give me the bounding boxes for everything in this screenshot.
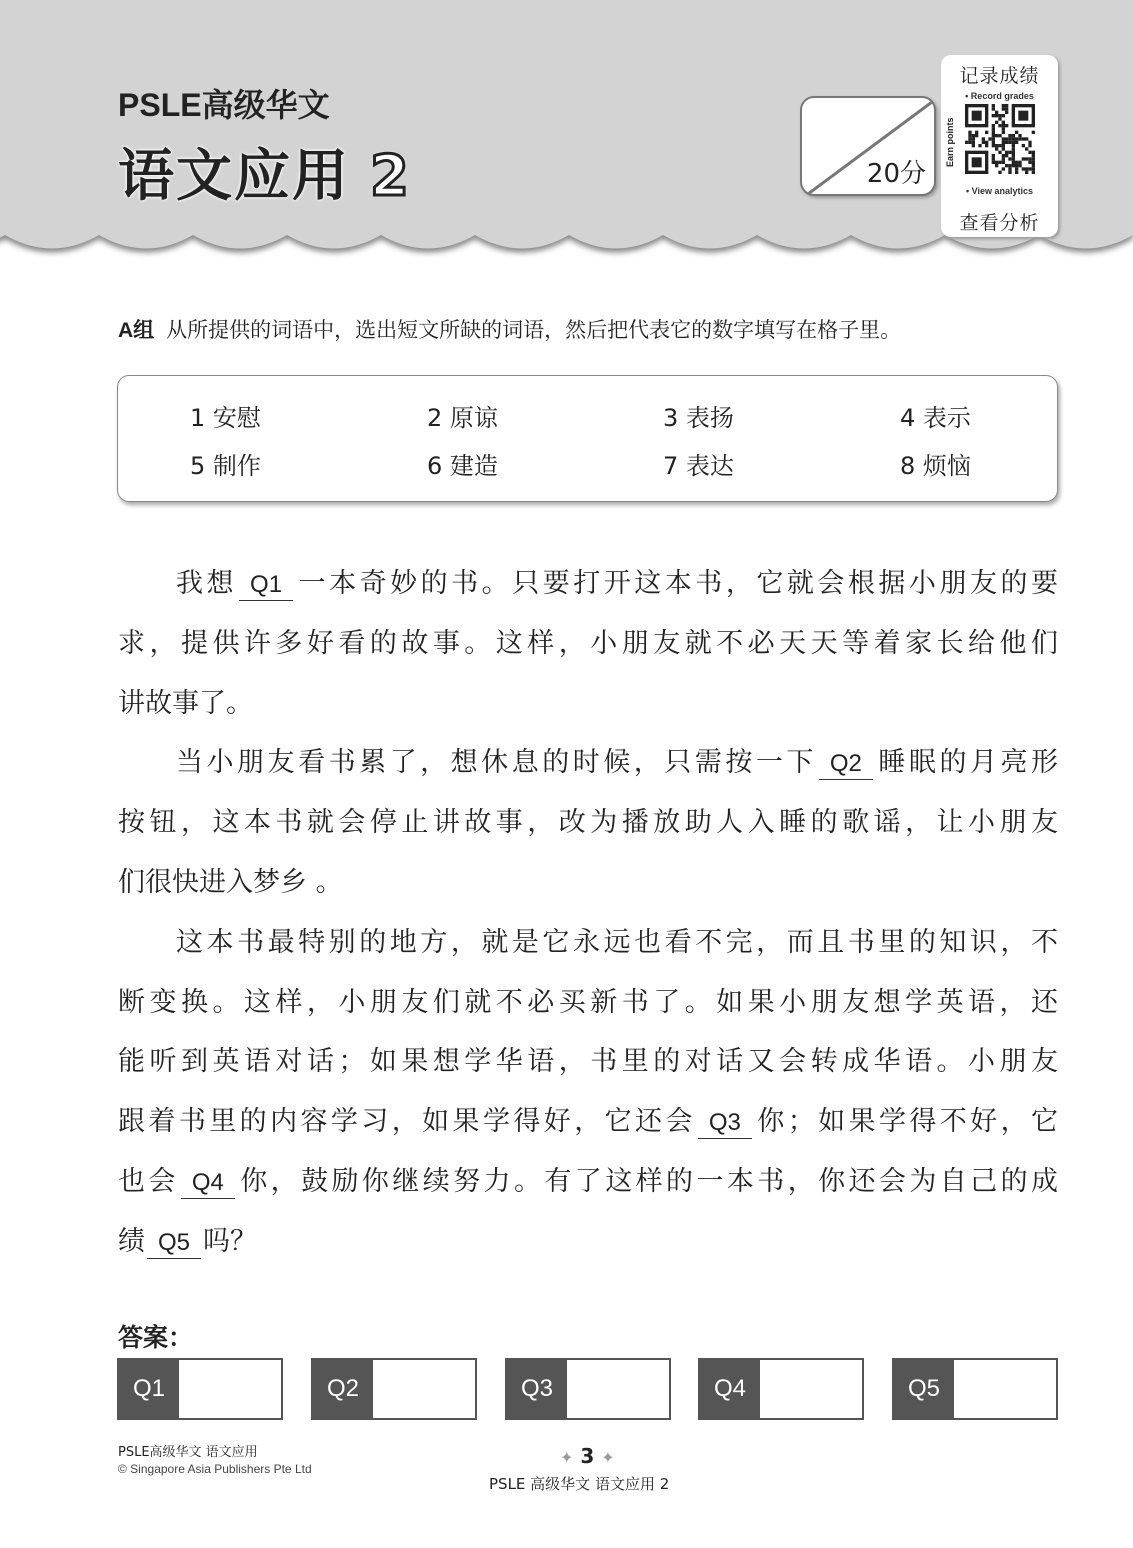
answer-box[interactable]	[311, 1358, 477, 1420]
passage-text: 跟着书里的内容学习，如果学得好，它还会	[118, 1106, 696, 1138]
answer-blank: Q1	[239, 570, 293, 601]
passage-text: 当小朋友看书累了，想休息的时候，只需按一下	[176, 747, 817, 779]
passage-text: 这本书最特别的地方，就是它永远也看不完，而且书里的知识，不	[176, 926, 1058, 958]
passage-text: 按钮，这本书就会停止讲故事，改为播放助人入睡的歌谣，让小朋友	[118, 807, 1058, 839]
qr-record-label: • Record grades	[965, 91, 1034, 101]
passage-line	[176, 745, 1058, 781]
passage-text: 我想	[176, 568, 238, 599]
passage-text: 也会	[118, 1166, 179, 1197]
instruction	[118, 314, 901, 344]
passage-text: 一本奇妙的书。只要打开这本书，它就会根据小朋友的要	[295, 568, 1059, 599]
total-score: 20分	[866, 159, 926, 189]
word-option: 5 制作	[190, 452, 261, 480]
qr-card[interactable]	[941, 55, 1058, 237]
passage-text: 吗？	[203, 1225, 257, 1257]
word-option: 1 安慰	[190, 404, 261, 432]
instruction-text: 从所提供的词语中，选出短文所缺的词语，然后把代表它的数字填写在格子里。	[166, 318, 902, 342]
qr-code-icon[interactable]	[965, 104, 1035, 174]
passage-text: 你，鼓励你继续努力。有了这样的一本书，你还会为自己的成	[236, 1166, 1058, 1197]
answer-box[interactable]	[892, 1358, 1058, 1420]
qr-bottom-label: 查看分析	[959, 212, 1040, 234]
word-option: 8 烦恼	[900, 452, 971, 480]
passage-text: 断变换。这样，小朋友们就不必买新书了。如果小朋友想学英语，还	[118, 986, 1058, 1018]
passage-text: 讲故事了。	[118, 687, 253, 719]
title-number: 2	[370, 144, 411, 209]
answer-box[interactable]	[505, 1358, 671, 1420]
page-number	[560, 1444, 615, 1468]
passage-line	[118, 1224, 1058, 1260]
passage-text: 求，提供许多好看的故事。这样，小朋友就不必天天等着家长给他们	[118, 627, 1058, 659]
passage-text: 们很快进入梦乡 。	[118, 867, 343, 898]
passage-line	[118, 1044, 1058, 1080]
passage-line	[118, 626, 1058, 662]
star-icon: ✦	[601, 1448, 615, 1467]
passage-text: 能听到英语对话；如果想学华语，书里的对话又会转成华语。小朋友	[118, 1046, 1058, 1078]
answer-blank: Q4	[181, 1168, 235, 1199]
passage-text: 绩	[118, 1225, 145, 1257]
passage-text: 你；如果学得不好，它	[753, 1106, 1059, 1138]
qr-earn-label: Earn points	[945, 117, 955, 167]
answer-box-label: Q2	[313, 1360, 373, 1418]
passage-line	[118, 865, 1058, 901]
footer-subtitle: PSLE 高级华文 语文应用 2	[489, 1475, 670, 1493]
passage-line	[118, 1164, 1058, 1200]
word-option: 7 表达	[663, 452, 734, 480]
qr-top-label: 记录成绩	[959, 65, 1040, 87]
passage-line	[118, 805, 1058, 841]
answer-blank: Q3	[698, 1108, 752, 1139]
answer-box[interactable]	[117, 1358, 283, 1420]
title-text: 语文应用	[118, 144, 350, 209]
word-option: 3 表扬	[663, 404, 734, 432]
answer-box-label: Q3	[507, 1360, 567, 1418]
footer-copyright: © Singapore Asia Publishers Pte Ltd	[118, 1462, 312, 1476]
answer-box-label: Q5	[894, 1360, 954, 1418]
word-option: 6 建造	[427, 452, 498, 480]
footer-book: PSLE高级华文 语文应用	[118, 1445, 258, 1460]
page-title	[118, 132, 411, 212]
answer-blank: Q5	[147, 1228, 201, 1259]
answer-box-label: Q4	[700, 1360, 760, 1418]
passage-text: 睡眠的月亮形	[874, 747, 1059, 779]
passage-line	[176, 566, 1058, 602]
answer-box-label: Q1	[119, 1360, 179, 1418]
passage-line	[118, 985, 1058, 1021]
passage-line	[118, 686, 1058, 722]
page-number-text: 3	[580, 1444, 595, 1468]
passage-line	[118, 1104, 1058, 1140]
answers-label: 答案：	[118, 1323, 194, 1352]
qr-view-label: • View analytics	[965, 186, 1034, 196]
word-bank	[117, 375, 1058, 502]
word-option: 2 原谅	[427, 404, 498, 432]
section-label: A组	[118, 319, 155, 342]
answer-box[interactable]	[698, 1358, 864, 1420]
answer-blank: Q2	[819, 749, 873, 780]
passage-line	[176, 925, 1058, 961]
star-icon: ✦	[560, 1448, 574, 1467]
score-box	[800, 96, 936, 196]
word-option: 4 表示	[900, 404, 971, 432]
series-title: PSLE高级华文	[118, 87, 330, 123]
